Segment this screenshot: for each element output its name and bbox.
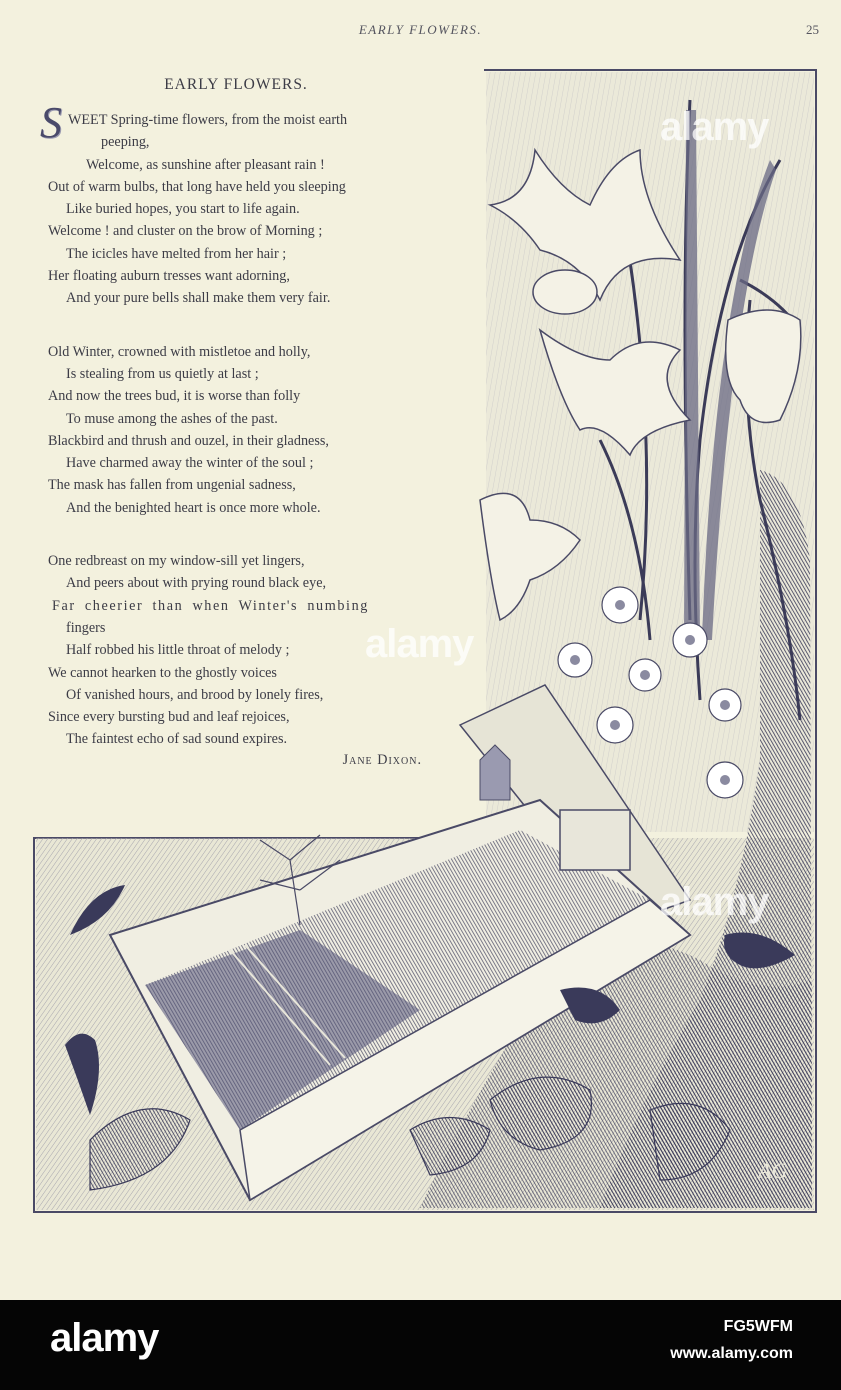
- artist-monogram: AG: [758, 1158, 788, 1183]
- poem-line: Is stealing from us quietly at last ;: [66, 365, 259, 382]
- poem-title: EARLY FLOWERS.: [164, 76, 308, 93]
- page-number: 25: [806, 22, 819, 37]
- poem-line-text: WEET Spring-time flowers, from the moist earth: [68, 112, 348, 128]
- poem-line: And peers about with prying round black eye,: [66, 575, 327, 592]
- drop-cap: S: [40, 98, 62, 147]
- poem-line: And now the trees bud, it is worse than folly: [48, 388, 301, 405]
- watermark-overlay: alamy: [365, 622, 474, 666]
- poem-line: Out of warm bulbs, that long have held you sleeping: [48, 178, 346, 195]
- image-id: FG5WFM: [723, 1318, 793, 1335]
- poem-line: Her floating auburn tresses want adorning,: [48, 268, 290, 285]
- poem-line: One redbreast on my window-sill yet lingers,: [48, 553, 305, 570]
- alamy-logo: alamy: [50, 1316, 159, 1360]
- poem-line: And the benighted heart is once more whole.: [66, 499, 321, 516]
- poem-line: Like buried hopes, you start to life again.: [66, 201, 300, 218]
- source-url: www.alamy.com: [670, 1345, 793, 1362]
- watermark-overlay: alamy: [660, 105, 769, 149]
- poem-line: Have charmed away the winter of the soul ;: [66, 455, 314, 472]
- poem-line: We cannot hearken to the ghostly voices: [48, 664, 277, 681]
- poem-line: Old Winter, crowned with mistletoe and holly,: [48, 343, 311, 360]
- poem-line: peeping,: [101, 134, 150, 151]
- poem-line: fingers: [66, 619, 106, 636]
- stanza-1: [36, 98, 436, 310]
- poem-line: The faintest echo of sad sound expires.: [66, 731, 288, 748]
- poem-author: Jane Dixon.: [342, 751, 422, 768]
- stanza-2: [36, 341, 436, 519]
- poem-line: Far cheerier than when Winter's numbing: [52, 597, 369, 614]
- poem-line: Of vanished hours, and brood by lonely fires,: [66, 686, 324, 703]
- poem-line: Blackbird and thrush and ouzel, in their gladness,: [48, 432, 329, 449]
- poem-line: The mask has fallen from ungenial sadness,: [48, 477, 296, 494]
- poem-line: Since every bursting bud and leaf rejoices,: [48, 709, 290, 726]
- poem-line: Welcome ! and cluster on the brow of Morning ;: [48, 223, 323, 240]
- running-head: EARLY FLOWERS.: [358, 22, 483, 37]
- poem-line: The icicles have melted from her hair ;: [66, 245, 287, 262]
- poem-line: To muse among the ashes of the past.: [66, 410, 278, 427]
- watermark-overlay: alamy: [660, 880, 769, 924]
- poem-line: Welcome, as sunshine after pleasant rain !: [86, 156, 325, 173]
- poem-line: And your pure bells shall make them very fair.: [66, 290, 331, 307]
- poem-line: Half robbed his little throat of melody ;: [66, 642, 290, 659]
